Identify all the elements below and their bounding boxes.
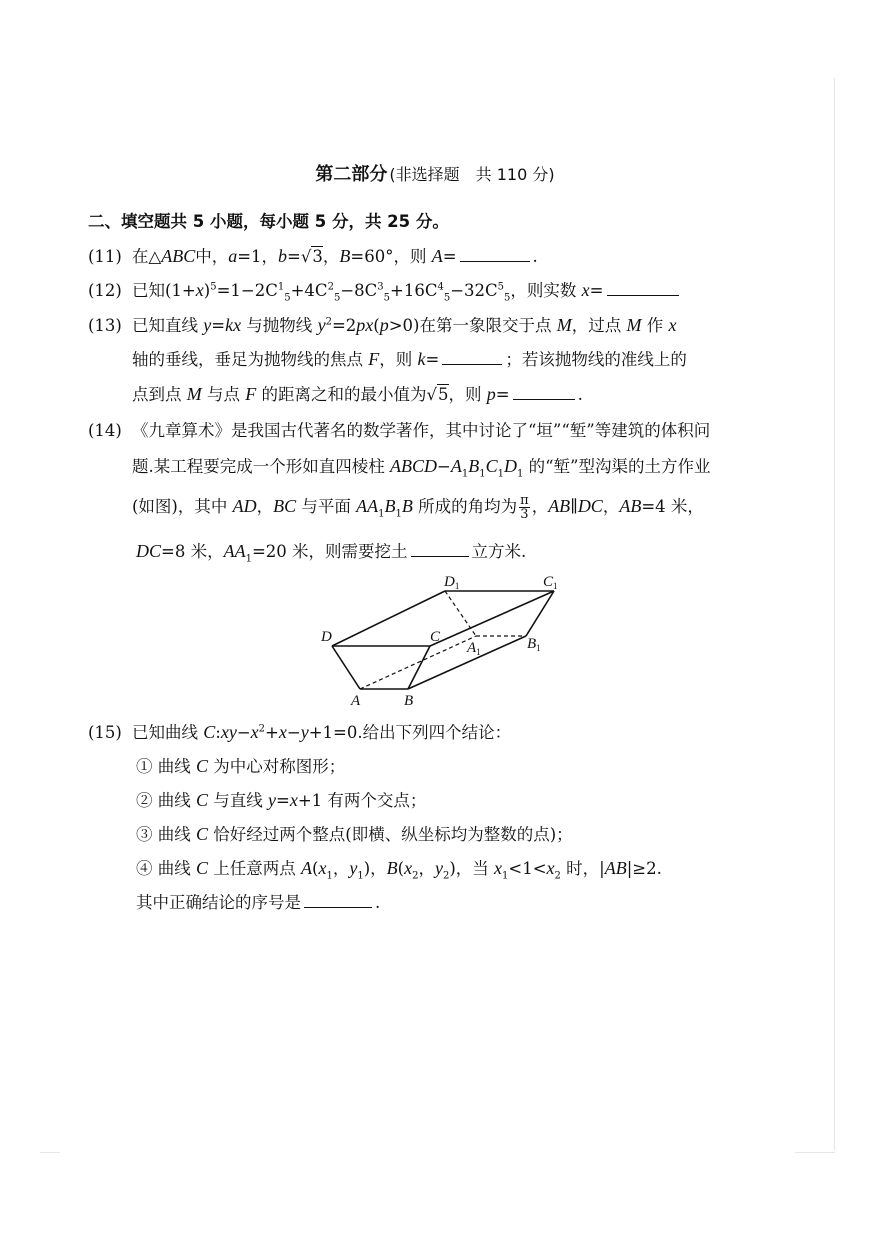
prism-edges: [332, 591, 554, 689]
text: 与直线: [208, 791, 269, 810]
math-var: B: [339, 246, 351, 266]
text: 所成的角均为: [412, 497, 518, 516]
math-var: b: [278, 246, 288, 266]
math-var: p: [486, 384, 496, 404]
math-var: x: [546, 858, 555, 878]
question-13-line-2: [132, 347, 687, 372]
math-var: AA: [356, 496, 379, 516]
text: ③ 曲线: [136, 825, 196, 844]
question-14-line-2: [132, 454, 710, 479]
text: (如图)，其中: [132, 497, 233, 516]
text: |≥2.: [626, 859, 662, 878]
label-d: D: [321, 629, 332, 645]
math-var: B: [468, 456, 480, 476]
text: =: [495, 385, 510, 404]
edge-d-a: [332, 646, 360, 689]
question-15-answer-line: [136, 891, 380, 915]
math-var: a: [228, 246, 238, 266]
math-var: ABCD: [390, 456, 437, 476]
math-var: B: [384, 496, 396, 516]
text: ，则实数: [510, 281, 582, 300]
math-var: C: [485, 456, 498, 476]
hidden-edge-d1-a1: [445, 591, 476, 636]
math-var: C: [196, 790, 209, 810]
text: ): [203, 281, 211, 300]
text: 的“堑”型沟渠的土方作业: [523, 457, 711, 476]
math-var: AB: [548, 496, 571, 516]
text: ，则: [448, 385, 487, 404]
text: ，过点: [571, 316, 627, 335]
numerator: π: [520, 493, 529, 508]
text: )，: [363, 859, 387, 878]
text: (: [397, 859, 405, 878]
subscript: 1: [357, 870, 364, 882]
subscript: 2: [554, 870, 561, 882]
text: 其中正确结论的序号是: [136, 893, 301, 912]
radicand: 3: [312, 247, 323, 266]
text: 点到点: [132, 385, 187, 404]
sqrt-sign: √: [426, 385, 438, 404]
math-var: C: [196, 858, 209, 878]
subscript: 1: [461, 468, 469, 480]
math-var: M: [186, 384, 202, 404]
text: 已知直线: [132, 316, 204, 335]
math-var: DC: [136, 541, 162, 561]
math-var: y: [203, 315, 212, 335]
text: 题.某工程要完成一个形如直四棱柱: [132, 457, 390, 476]
math-var: x: [220, 722, 229, 742]
subscript: 1: [497, 468, 504, 480]
label-b: B: [404, 693, 414, 709]
text: ；若该抛物线的准线上的: [505, 350, 687, 369]
prism-figure: [310, 568, 570, 710]
text: =: [442, 247, 457, 266]
question-13-line-1: [88, 313, 676, 338]
text: −8C: [340, 281, 378, 300]
math-var: ABC: [161, 246, 196, 266]
math-var: C: [203, 722, 216, 742]
edge-d-d1: [332, 591, 445, 646]
hidden-edge-a-a1: [360, 636, 476, 689]
math-var: A: [301, 858, 313, 878]
answer-blank[interactable]: [460, 245, 530, 262]
text: ∥: [570, 497, 578, 516]
text: +16C: [390, 281, 438, 300]
text: :: [215, 723, 221, 742]
math-var: M: [556, 315, 572, 335]
text: ，: [531, 497, 549, 516]
math-var: M: [626, 315, 642, 335]
superscript: 4: [437, 281, 444, 293]
math-var: AA: [223, 541, 246, 561]
superscript: 2: [327, 281, 334, 293]
math-var: AB: [619, 496, 642, 516]
denominator: 3: [520, 507, 529, 522]
superscript: 1: [277, 281, 285, 293]
subscript: 1: [245, 553, 252, 565]
subscript: 5: [504, 292, 511, 304]
answer-blank[interactable]: [304, 891, 372, 908]
text: +1=0.给出下列四个结论：: [308, 723, 512, 742]
text: 时，|: [560, 859, 605, 878]
answer-blank[interactable]: [442, 348, 502, 365]
math-var: y: [434, 858, 443, 878]
text: =: [425, 350, 440, 369]
math-var: AD: [232, 496, 257, 516]
math-var: x: [289, 790, 298, 810]
math-var: x: [318, 858, 327, 878]
text: −: [437, 457, 451, 476]
superscript: 5: [497, 281, 505, 293]
text: (: [373, 316, 380, 335]
question-14-line-3: [132, 494, 704, 521]
exponent: 2: [258, 723, 266, 735]
label-c1: $C_1$: [543, 574, 558, 591]
label-a1: $A_1$: [467, 640, 481, 657]
text: =2: [331, 316, 357, 335]
page-edge-right: [834, 78, 835, 1150]
math-var: x: [195, 280, 204, 300]
text: 与平面: [296, 497, 357, 516]
text: 与点: [201, 385, 246, 404]
question-number: (13): [88, 316, 122, 335]
math-var: y: [228, 722, 237, 742]
section-heading: 二、填空题共 5 小题，每小题 5 分，共 25 分。: [88, 212, 449, 231]
math-var: y: [317, 315, 326, 335]
math-var: D: [503, 456, 517, 476]
math-var: x: [404, 858, 413, 878]
text: 上任意两点: [208, 859, 302, 878]
question-number: (11): [88, 247, 122, 266]
question-15-option-2: [136, 788, 426, 813]
math-var: px: [356, 315, 374, 335]
question-14-line-1: [88, 419, 710, 443]
text: +4C: [290, 281, 328, 300]
text: −: [236, 723, 251, 742]
page-edge-mark-right: [795, 1152, 835, 1153]
text: =4 米，: [641, 497, 704, 516]
text: =8 米，: [161, 542, 224, 561]
math-var: x: [278, 722, 287, 742]
subscript: 2: [442, 870, 450, 882]
text: ② 曲线: [136, 791, 196, 810]
subscript: 1: [479, 468, 486, 480]
math-var: C: [196, 824, 209, 844]
subscript: 2: [412, 870, 419, 882]
answer-blank[interactable]: [411, 540, 469, 557]
question-11: [88, 244, 538, 269]
math-var: x: [668, 315, 677, 335]
edge-c-b: [408, 646, 430, 689]
text: 为中心对称图形；: [208, 757, 346, 776]
text: −32C: [450, 281, 498, 300]
math-var: DC: [577, 496, 603, 516]
text: >0)在第一象限交于点: [388, 316, 557, 335]
math-var: A: [431, 246, 443, 266]
math-var: B: [401, 496, 413, 516]
superscript: 3: [377, 281, 384, 293]
text: =1−2C: [216, 281, 278, 300]
subscript: 1: [502, 870, 509, 882]
math-var: A: [450, 456, 462, 476]
text: 《九章算术》是我国古代著名的数学著作，其中讨论了“垣”“堑”等建筑的体积问: [132, 421, 711, 440]
question-12: [88, 278, 682, 303]
question-15-option-4: [136, 856, 662, 881]
exponent: 5: [210, 281, 217, 293]
subscript: 1: [516, 468, 524, 480]
sqrt-sign: √: [300, 247, 312, 266]
math-var: BC: [273, 496, 297, 516]
text: =1，: [237, 247, 279, 266]
text: ，: [256, 497, 274, 516]
text: )，当: [449, 859, 495, 878]
text: 中，: [195, 247, 229, 266]
part-title: [0, 160, 870, 186]
question-15-line-1: [88, 720, 511, 745]
text: ，: [322, 247, 340, 266]
text: 立方米.: [471, 542, 527, 561]
math-var: p: [379, 315, 389, 335]
math-var: kx: [225, 315, 242, 335]
math-var: x: [494, 858, 503, 878]
text: ，: [418, 859, 435, 878]
text: −: [286, 723, 301, 742]
question-number: (12): [88, 281, 122, 300]
text: =: [589, 281, 604, 300]
subscript: 5: [284, 292, 291, 304]
subscript: 1: [395, 508, 402, 520]
page-edge-mark-left: [40, 1152, 60, 1153]
question-number: (14): [88, 421, 122, 440]
question-15-option-1: [136, 754, 345, 779]
math-var: k: [417, 349, 426, 369]
text: ，则: [379, 350, 418, 369]
subscript: 5: [383, 292, 391, 304]
question-15-option-3: [136, 822, 573, 847]
subscript: 5: [333, 292, 341, 304]
math-var: y: [268, 790, 277, 810]
text: 作: [641, 316, 669, 335]
text: ④ 曲线: [136, 859, 196, 878]
label-d1: $D_1$: [444, 574, 460, 591]
question-14-line-4: [136, 539, 526, 564]
text: <1<: [508, 859, 547, 878]
text: .: [532, 247, 538, 266]
text: 已知曲线: [132, 723, 204, 742]
answer-blank[interactable]: [607, 279, 679, 296]
math-var: x: [250, 722, 259, 742]
text: 在△: [132, 247, 162, 266]
text: .: [577, 385, 583, 404]
text: 的距离之和的最小值为: [256, 385, 427, 404]
math-var: F: [245, 384, 257, 404]
fraction-pi-over-3: [519, 494, 530, 521]
text: 已知(1+: [132, 281, 196, 300]
text: ，: [332, 859, 350, 878]
part-title-sub: (非选择题 共 110 分): [389, 165, 555, 184]
subscript: 1: [378, 508, 385, 520]
text: =60°，则: [350, 247, 432, 266]
text: =: [211, 316, 226, 335]
text: =: [276, 791, 290, 810]
text: +1 有两个交点；: [297, 791, 427, 810]
text: =20 米，则需要挖土: [251, 542, 408, 561]
text: ，: [602, 497, 620, 516]
subscript: 1: [326, 870, 333, 882]
math-var: x: [581, 280, 590, 300]
math-var: AB: [604, 858, 627, 878]
label-a: A: [351, 693, 361, 709]
answer-blank[interactable]: [513, 383, 575, 400]
text: (: [312, 859, 319, 878]
text: +: [265, 723, 279, 742]
subscript: 5: [443, 292, 451, 304]
question-13-line-3: [132, 382, 583, 407]
part-title-main: 第二部分: [315, 164, 388, 185]
math-var: B: [386, 858, 398, 878]
text: 轴的垂线，垂足为抛物线的焦点: [132, 350, 369, 369]
question-number: (15): [88, 723, 122, 742]
exponent: 2: [325, 316, 332, 328]
radicand: 5: [438, 385, 449, 404]
math-var: F: [368, 349, 380, 369]
text: ① 曲线: [136, 757, 196, 776]
text: .: [375, 893, 381, 912]
math-var: y: [349, 858, 358, 878]
text: 与抛物线: [241, 316, 318, 335]
text: =: [287, 247, 301, 266]
math-var: y: [300, 722, 309, 742]
text: 恰好经过两个整点(即横、纵坐标均为整数的点)；: [208, 825, 573, 844]
label-c: C: [430, 629, 441, 645]
math-var: C: [196, 756, 209, 776]
label-b1: $B_1$: [527, 636, 541, 653]
